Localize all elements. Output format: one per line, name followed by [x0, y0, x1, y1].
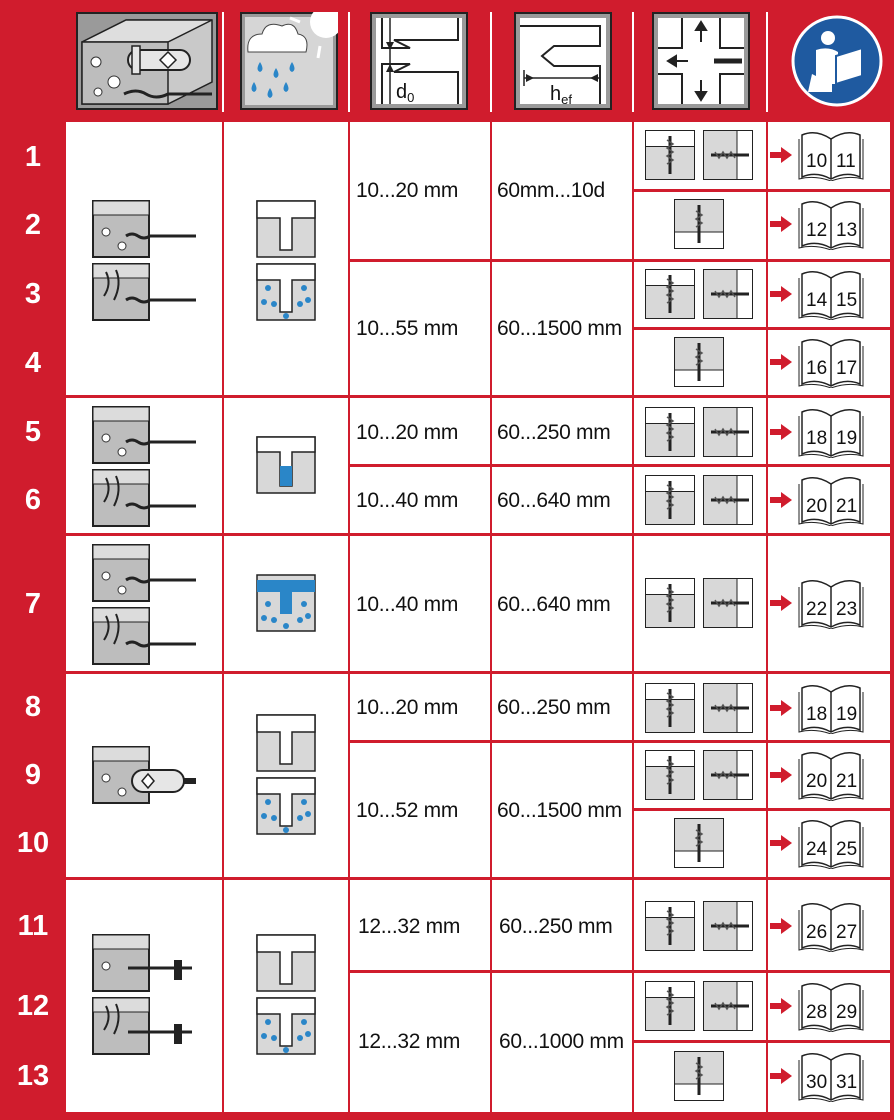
page-number-right: 13 [836, 220, 858, 241]
arrow-right-icon [770, 424, 792, 440]
hole-condition-icon [256, 714, 316, 836]
drill-down-tile [645, 407, 695, 457]
drill-down-tile [645, 981, 695, 1031]
book-page-reference[interactable] [798, 336, 864, 388]
drill-down-tile [645, 683, 695, 733]
arrow-right-icon [770, 998, 792, 1014]
drill-down-tile [645, 578, 695, 628]
row-number: 1 [24, 141, 42, 173]
page-number-right: 21 [836, 496, 858, 517]
row-number: 7 [24, 588, 42, 620]
embedment-depth-value: 60...1500 mm [497, 799, 622, 822]
row-number: 2 [24, 209, 42, 241]
embedment-depth-value: 60...1000 mm [499, 1030, 624, 1053]
page-number-left: 18 [806, 428, 828, 449]
arrow-right-icon [770, 595, 792, 611]
hole-condition-icon [256, 436, 316, 494]
arrow-right-icon [770, 492, 792, 508]
hole-diameter-value: 10...40 mm [356, 489, 459, 512]
page-number-right: 21 [836, 771, 858, 792]
embedment-depth-value: 60...640 mm [497, 593, 611, 616]
book-page-reference[interactable] [798, 980, 864, 1032]
book-page-reference[interactable] [798, 268, 864, 320]
hole-diameter-value: 12...32 mm [358, 1030, 461, 1053]
row-number: 8 [24, 691, 42, 723]
arrow-right-icon [770, 835, 792, 851]
page-number-left: 20 [806, 771, 828, 792]
drill-overhead-tile [674, 337, 724, 387]
hammer-drill-icon [92, 200, 198, 322]
drilling-direction-icon [652, 12, 750, 110]
page-number-left: 30 [806, 1072, 828, 1093]
hole-diameter-value: 10...52 mm [356, 799, 459, 822]
arrow-right-icon [770, 354, 792, 370]
book-page-reference[interactable] [798, 900, 864, 952]
page-number-right: 11 [836, 151, 856, 172]
drill-horizontal-tile [703, 901, 753, 951]
book-page-reference[interactable] [798, 474, 864, 526]
book-page-reference[interactable] [798, 1050, 864, 1102]
embedment-depth-value: 60...250 mm [497, 421, 611, 444]
page-number-right: 15 [836, 290, 858, 311]
drill-down-tile [645, 475, 695, 525]
page-number-left: 16 [806, 358, 828, 379]
row-number: 5 [24, 416, 42, 448]
embedment-depth-value: 60...250 mm [497, 696, 611, 719]
page-number-right: 31 [836, 1072, 858, 1093]
book-page-reference[interactable] [798, 817, 864, 869]
arrow-right-icon [770, 216, 792, 232]
book-page-reference[interactable] [798, 406, 864, 458]
svg-text:d0: $d_0$ [396, 81, 415, 105]
embedment-depth-icon [514, 12, 612, 110]
drill-down-tile [645, 130, 695, 180]
hole-diameter-value: 10...55 mm [356, 317, 459, 340]
drill-horizontal-tile [703, 130, 753, 180]
book-page-reference[interactable] [798, 682, 864, 734]
hole-diameter-value: 10...40 mm [356, 593, 459, 616]
hole-diameter-value: 10...20 mm [356, 696, 459, 719]
drill-down-tile [645, 269, 695, 319]
diamond-core-drill-icon [92, 746, 198, 804]
page-number-right: 17 [836, 358, 858, 379]
page-number-left: 26 [806, 922, 828, 943]
page-number-left: 24 [806, 839, 828, 860]
embedment-depth-value: 60...1500 mm [497, 317, 622, 340]
row-number: 10 [16, 827, 50, 859]
page-number-left: 14 [806, 290, 828, 311]
row-number: 12 [16, 990, 50, 1022]
drill-horizontal-tile [703, 683, 753, 733]
hammer-drill-icon [92, 544, 198, 666]
weather-rain-sun-icon [240, 12, 338, 110]
book-page-reference[interactable] [798, 749, 864, 801]
book-page-reference[interactable] [798, 577, 864, 629]
drill-down-tile [645, 901, 695, 951]
embedment-depth-value: 60...640 mm [497, 489, 611, 512]
drill-horizontal-tile [703, 407, 753, 457]
concrete-drilling-icon [76, 12, 218, 110]
arrow-right-icon [770, 767, 792, 783]
hole-diameter-value: 10...20 mm [356, 179, 459, 202]
row-number: 6 [24, 484, 42, 516]
hole-diameter-value: 12...32 mm [358, 915, 461, 938]
row-number: 13 [16, 1060, 50, 1092]
hole-condition-icon [256, 200, 316, 322]
row-number: 11 [17, 910, 49, 942]
drill-horizontal-tile [703, 981, 753, 1031]
arrow-right-icon [770, 147, 792, 163]
drill-overhead-tile [674, 199, 724, 249]
drill-horizontal-tile [703, 269, 753, 319]
page-number-right: 19 [836, 428, 858, 449]
drill-down-tile [645, 750, 695, 800]
row-number: 3 [24, 278, 42, 310]
arrow-right-icon [770, 700, 792, 716]
page-number-right: 19 [836, 704, 858, 725]
page-number-left: 22 [806, 599, 828, 620]
svg-text:hef: $h_{ef}$ [550, 83, 572, 107]
row-number: 9 [24, 759, 42, 791]
arrow-right-icon [770, 286, 792, 302]
page-number-left: 18 [806, 704, 828, 725]
hammer-drill-icon [92, 406, 198, 528]
drill-overhead-tile [674, 1051, 724, 1101]
hole-diameter-value: 10...20 mm [356, 421, 459, 444]
drill-horizontal-tile [703, 475, 753, 525]
page-number-left: 12 [806, 220, 828, 241]
book-page-reference[interactable] [798, 129, 864, 181]
hole-condition-icon [256, 934, 316, 1056]
page-number-right: 27 [836, 922, 858, 943]
page-number-right: 25 [836, 839, 858, 860]
hole-diameter-icon [370, 12, 468, 110]
drill-horizontal-tile [703, 750, 753, 800]
hole-condition-icon [256, 574, 316, 632]
page-number-left: 10 [806, 151, 828, 172]
page-number-right: 23 [836, 599, 858, 620]
page-number-left: 28 [806, 1002, 828, 1023]
drill-horizontal-tile [703, 578, 753, 628]
arrow-right-icon [770, 1068, 792, 1084]
page-number-left: 20 [806, 496, 828, 517]
read-manual-icon [788, 12, 886, 110]
arrow-right-icon [770, 918, 792, 934]
row-number: 4 [24, 347, 42, 379]
embedment-depth-value: 60mm...10d [497, 179, 605, 202]
drill-overhead-tile [674, 818, 724, 868]
book-page-reference[interactable] [798, 198, 864, 250]
rotary-drill-icon [92, 934, 198, 1056]
embedment-depth-value: 60...250 mm [499, 915, 613, 938]
page-number-right: 29 [836, 1002, 858, 1023]
